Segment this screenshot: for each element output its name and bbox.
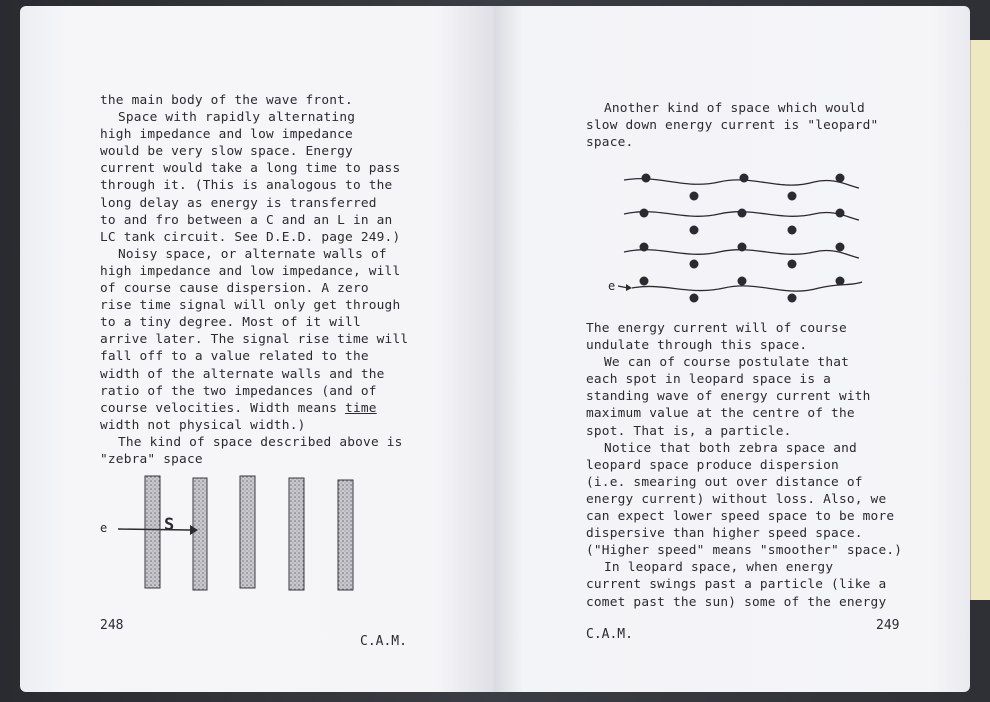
body-line: would be very slow space. Energy: [100, 144, 353, 160]
leopard-spot: [642, 174, 651, 183]
body-line: In leopard space, when energy: [604, 560, 834, 576]
page-footer: C.A.M.: [586, 627, 633, 642]
page-number: 249: [876, 618, 900, 633]
body-line: through it. (This is analogous to the: [100, 178, 393, 194]
leopard-spot: [740, 174, 749, 183]
body-line: fall off to a value related to the: [100, 349, 369, 365]
page-number: 248: [100, 618, 124, 633]
body-line: leopard space produce dispersion: [586, 457, 839, 473]
body-line: spot. That is, a particle.: [586, 423, 792, 439]
zebra-space-figure: [98, 468, 388, 598]
zebra-wall: [240, 476, 255, 588]
figure-label-e: e: [608, 279, 616, 293]
body-line: width not physical width.): [100, 417, 306, 433]
body-line: to and fro between a C and an L in an: [100, 212, 393, 228]
page-footer: C.A.M.: [360, 634, 407, 649]
body-line: slow down energy current is "leopard": [586, 118, 879, 134]
body-line: current would take a long time to pass: [100, 161, 401, 177]
body-line: Another kind of space which would: [604, 101, 865, 116]
zebra-wall: [193, 478, 207, 590]
body-line: Space with rapidly alternating: [118, 110, 356, 126]
body-line: Noisy space, or alternate walls of: [118, 246, 387, 262]
figure-label-s: S: [164, 515, 175, 535]
body-line: arrive later. The signal rise time will: [100, 332, 409, 348]
body-line: standing wave of energy current with: [586, 389, 871, 405]
leopard-spot: [738, 277, 747, 286]
body-line: high impedance and low impedance, will: [100, 263, 401, 279]
body-line: rise time signal will only get through: [100, 298, 401, 314]
leopard-spot: [788, 192, 797, 201]
leopard-spot: [690, 192, 699, 201]
body-line: ("Higher speed" means "smoother" space.): [586, 543, 903, 559]
leopard-spot: [640, 243, 649, 252]
body-line: LC tank circuit. See D.E.D. page 249.): [100, 229, 401, 245]
leopard-space-figure: [594, 164, 884, 314]
leopard-spot: [690, 294, 699, 303]
leopard-spot: [836, 174, 845, 183]
body-line: (i.e. smearing out over distance of: [586, 474, 863, 490]
body-line: dispersive than higher speed space.: [586, 526, 863, 542]
body-line: each spot in leopard space is a: [586, 372, 832, 388]
leopard-spot: [836, 209, 845, 218]
energy-arrow: [118, 529, 190, 530]
body-line: current swings past a particle (like a: [586, 577, 887, 593]
body-line: space.: [586, 135, 634, 151]
body-line: of course cause dispersion. A zero: [100, 281, 369, 297]
leopard-spot: [640, 277, 649, 286]
arrow-head-icon: [626, 284, 632, 291]
left-page-body: [100, 92, 450, 468]
zebra-wall: [145, 476, 160, 588]
body-line: high impedance and low impedance: [100, 127, 353, 143]
wave-line: [632, 282, 862, 291]
left-page: [20, 6, 494, 692]
body-text: course velocities. Width means: [100, 400, 338, 416]
body-line: undulate through this space.: [586, 338, 808, 354]
body-line: comet past the sun) some of the energy: [586, 594, 887, 610]
leopard-spot: [836, 277, 845, 286]
body-line: ratio of the two impedances (and of: [100, 383, 377, 399]
body-line: [100, 400, 450, 417]
leopard-spot: [690, 226, 699, 235]
body-line: Notice that both zebra space and: [604, 440, 857, 456]
leopard-spot: [788, 260, 797, 269]
zebra-wall: [338, 480, 353, 590]
body-line: the main body of the wave front.: [100, 93, 353, 108]
leopard-spot: [788, 294, 797, 303]
leopard-spot: [788, 226, 797, 235]
body-line: width of the alternate walls and the: [100, 366, 385, 382]
zebra-wall: [289, 478, 304, 590]
right-page-intro: [586, 100, 936, 151]
paper-insert: [970, 40, 990, 600]
right-page-body: [586, 320, 936, 611]
body-line: The energy current will of course: [586, 321, 847, 336]
body-line: "zebra" space: [100, 451, 203, 467]
body-line: long delay as energy is transferred: [100, 195, 377, 211]
leopard-spot: [640, 209, 649, 218]
underlined-word: time: [345, 400, 377, 416]
leopard-spot: [690, 260, 699, 269]
leopard-spot: [836, 243, 845, 252]
body-line: energy current) without loss. Also, we: [586, 491, 887, 507]
leopard-spot: [738, 209, 747, 218]
leopard-spot: [738, 243, 747, 252]
body-line: We can of course postulate that: [604, 355, 850, 371]
right-page: [494, 6, 970, 692]
body-line: maximum value at the centre of the: [586, 406, 855, 422]
body-line: can expect lower speed space to be more: [586, 509, 895, 525]
body-line: to a tiny degree. Most of it will: [100, 315, 361, 331]
figure-label-e: e: [100, 521, 108, 535]
body-line: The kind of space described above is: [118, 434, 403, 450]
